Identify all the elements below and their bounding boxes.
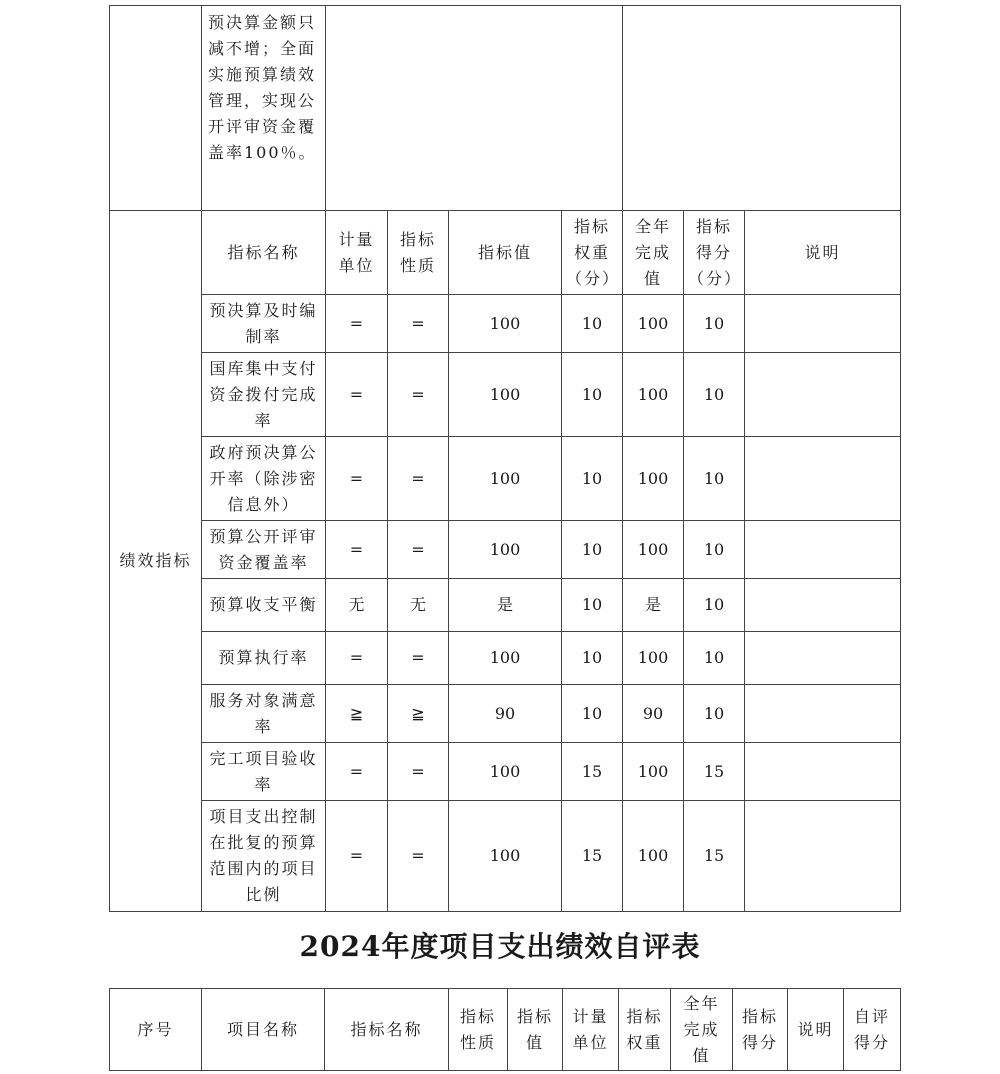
indicator-value: 100 (449, 801, 562, 912)
indicator-weight: 10 (562, 685, 623, 743)
header-weight: 指标权重（分） (562, 211, 623, 295)
table-row (110, 632, 901, 685)
indicator-completion: 100 (623, 437, 684, 521)
indicator-note (745, 801, 901, 912)
table-row (110, 579, 901, 632)
indicator-nature: = (388, 295, 449, 353)
indicator-note (745, 521, 901, 579)
header-weight: 指标权重 (619, 989, 671, 1071)
indicator-unit: 无 (326, 579, 388, 632)
indicator-name: 预算收支平衡 (202, 579, 326, 632)
table-row (110, 685, 901, 743)
header-score: 指标得分 (733, 989, 788, 1071)
table-row (110, 801, 901, 912)
self-evaluation-table (109, 988, 901, 1071)
indicator-score: 10 (684, 353, 745, 437)
indicator-name: 预决算及时编制率 (202, 295, 326, 353)
indicator-nature: ≧ (388, 685, 449, 743)
indicator-value: 100 (449, 743, 562, 801)
indicator-unit: = (326, 437, 388, 521)
section-label: 绩效指标 (110, 211, 202, 912)
indicator-value: 100 (449, 521, 562, 579)
indicator-completion: 90 (623, 685, 684, 743)
indicator-score: 15 (684, 743, 745, 801)
header-note: 说明 (745, 211, 901, 295)
indicator-note (745, 579, 901, 632)
table-row (110, 743, 901, 801)
indicator-name: 预算公开评审资金覆盖率 (202, 521, 326, 579)
objective-text-content: 预决算金额只减不增；全面实施预算绩效管理，实现公开评审资金覆盖率100％。 (208, 13, 317, 162)
indicator-nature: = (388, 801, 449, 912)
indicator-completion: 100 (623, 353, 684, 437)
indicator-nature: 无 (388, 579, 449, 632)
indicator-unit: = (326, 632, 388, 685)
indicator-unit: = (326, 801, 388, 912)
indicator-score: 10 (684, 437, 745, 521)
indicator-completion: 是 (623, 579, 684, 632)
header-completion: 全年完成值 (671, 989, 733, 1071)
indicator-weight: 10 (562, 579, 623, 632)
indicator-note (745, 295, 901, 353)
indicator-completion: 100 (623, 801, 684, 912)
header-row (110, 989, 901, 1071)
indicator-nature: = (388, 437, 449, 521)
header-value: 指标值 (508, 989, 563, 1071)
indicator-name: 服务对象满意率 (202, 685, 326, 743)
indicator-note (745, 353, 901, 437)
empty-cell (326, 6, 623, 211)
indicator-name: 政府预决算公开率（除涉密信息外） (202, 437, 326, 521)
table-row (110, 295, 901, 353)
indicator-unit: = (326, 353, 388, 437)
performance-indicator-table (109, 5, 901, 912)
indicator-unit: = (326, 743, 388, 801)
header-score: 指标得分（分） (684, 211, 745, 295)
indicator-weight: 10 (562, 632, 623, 685)
indicator-score: 10 (684, 521, 745, 579)
indicator-name: 国库集中支付资金拨付完成率 (202, 353, 326, 437)
indicator-value: 100 (449, 295, 562, 353)
table-row (110, 437, 901, 521)
indicator-note (745, 743, 901, 801)
indicator-nature: = (388, 353, 449, 437)
indicator-score: 10 (684, 685, 745, 743)
header-self-score: 自评得分 (844, 989, 901, 1071)
indicator-note (745, 685, 901, 743)
indicator-note (745, 632, 901, 685)
header-value: 指标值 (449, 211, 562, 295)
header-unit: 计量单位 (326, 211, 388, 295)
table-row (110, 353, 901, 437)
indicator-completion: 100 (623, 295, 684, 353)
header-name: 指标名称 (325, 989, 449, 1071)
indicator-score: 10 (684, 632, 745, 685)
header-row (110, 211, 901, 295)
header-index: 序号 (110, 989, 202, 1071)
indicator-score: 10 (684, 295, 745, 353)
indicator-value: 90 (449, 685, 562, 743)
indicator-value: 100 (449, 437, 562, 521)
header-name: 指标名称 (202, 211, 326, 295)
indicator-name: 完工项目验收率 (202, 743, 326, 801)
indicator-completion: 100 (623, 632, 684, 685)
indicator-nature: = (388, 743, 449, 801)
indicator-weight: 15 (562, 743, 623, 801)
indicator-weight: 10 (562, 353, 623, 437)
indicator-unit: = (326, 521, 388, 579)
header-nature: 指标性质 (388, 211, 449, 295)
indicator-unit: = (326, 295, 388, 353)
header-note: 说明 (788, 989, 844, 1071)
table-row (110, 521, 901, 579)
indicator-value: 100 (449, 632, 562, 685)
indicator-name: 预算执行率 (202, 632, 326, 685)
header-completion: 全年完成值 (623, 211, 684, 295)
indicator-weight: 15 (562, 801, 623, 912)
page-title: 2024年度项目支出绩效自评表 (299, 930, 701, 963)
indicator-score: 15 (684, 801, 745, 912)
indicator-nature: = (388, 632, 449, 685)
indicator-weight: 10 (562, 437, 623, 521)
indicator-completion: 100 (623, 743, 684, 801)
header-unit: 计量单位 (563, 989, 619, 1071)
indicator-weight: 10 (562, 521, 623, 579)
empty-cell (110, 6, 202, 211)
indicator-name: 项目支出控制在批复的预算范围内的项目比例 (202, 801, 326, 912)
objective-text (202, 6, 326, 211)
indicator-unit: ≧ (326, 685, 388, 743)
indicator-completion: 100 (623, 521, 684, 579)
header-nature: 指标性质 (449, 989, 508, 1071)
indicator-score: 10 (684, 579, 745, 632)
empty-cell (623, 6, 901, 211)
indicator-value: 是 (449, 579, 562, 632)
indicator-note (745, 437, 901, 521)
indicator-weight: 10 (562, 295, 623, 353)
header-project: 项目名称 (202, 989, 325, 1071)
indicator-value: 100 (449, 353, 562, 437)
indicator-nature: = (388, 521, 449, 579)
